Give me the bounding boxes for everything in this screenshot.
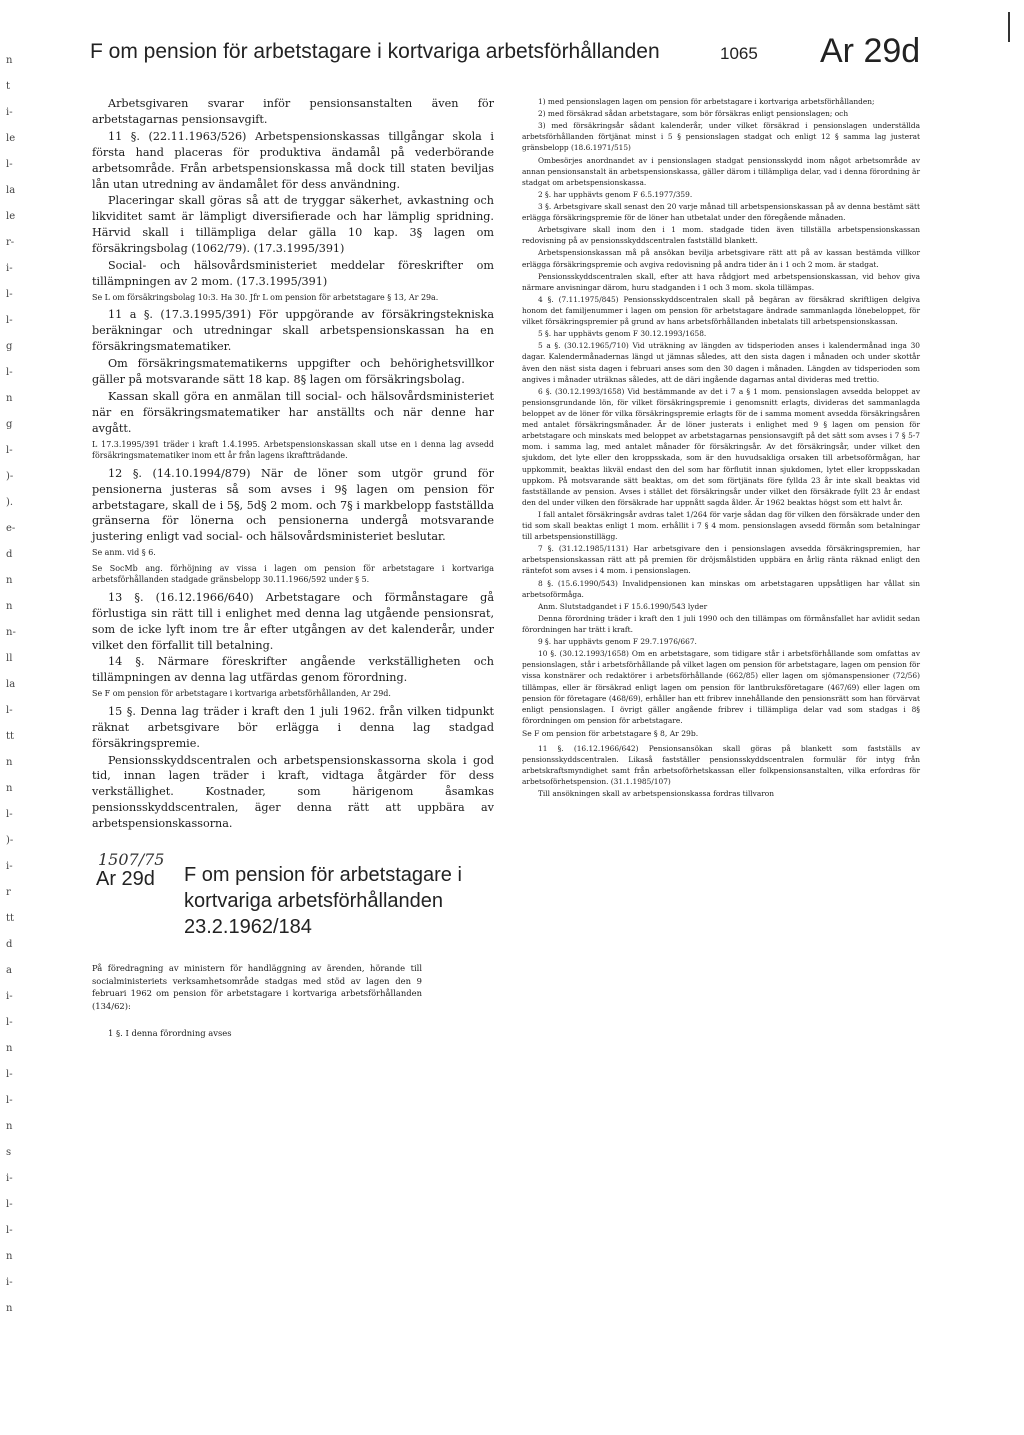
ordinance-title: F om pension för arbetstagare i kortvariga arbetsförhållanden 23.2.1962/184: [184, 864, 462, 938]
gutter-fragment: i-: [6, 861, 13, 872]
gutter-fragment: l-: [6, 367, 13, 378]
gutter-fragment: n: [6, 757, 13, 768]
gutter-fragment: a: [6, 965, 12, 976]
gutter-fragment: le: [6, 133, 16, 144]
gutter-fragment: t: [6, 81, 11, 92]
page-number: 1065: [720, 44, 758, 63]
gutter-fragment: la: [6, 185, 16, 196]
section-paragraph: 15 §. Denna lag träder i kraft den 1 juli 1962. från vilken tidpunkt räknat arbetsgivare bör erlägga i denna lag stadgad försäkringspremie.: [92, 704, 494, 750]
section-paragraph: Ombesörjes anordnandet av i pensionslagen stadgat pensionsskydd inom något arbetsområde av annan pensionsanstalt än arbetspensionskassa, gäller därom i tillämpliga delar, vad i denna förordning är stadgat om arbetspensionskassa.: [522, 155, 920, 187]
gutter-fragment: n: [6, 55, 13, 66]
gutter-fragment: i-: [6, 1277, 13, 1288]
section-paragraph: 5 §. har upphävts genom F 30.12.1993/1658.: [538, 329, 707, 339]
gutter-fragment: tt: [6, 913, 15, 924]
gutter-fragment: l-: [6, 1199, 13, 1210]
gutter-fragment: d: [6, 939, 13, 950]
gutter-fragment: la: [6, 679, 16, 690]
gutter-fragment: n: [6, 1121, 13, 1132]
gutter-fragment: g: [6, 419, 13, 430]
note-paragraph: Se F om pension för arbetstagare i kortvariga arbetsförhållanden, Ar 29d.: [92, 689, 391, 699]
section-paragraph: 2 §. har upphävts genom F 6.5.1977/359.: [538, 189, 693, 199]
gutter-fragment: d: [6, 549, 13, 560]
gutter-fragment: )-: [6, 835, 14, 846]
gutter-fragment: l-: [6, 1017, 13, 1028]
section-paragraph: Anm. Slutstadgandet i F 15.6.1990/543 lyder: [538, 601, 708, 611]
gutter-fragment: i-: [6, 1173, 13, 1184]
section-paragraph: 11 a §. (17.3.1995/391) För uppgörande av försäkringstekniska beräkningar och utredningar skall arbetspensionskassan ha en försäkringsmatematiker.: [92, 308, 494, 354]
left-gutter-fragments: [0, 55, 20, 1375]
note-paragraph: Se anm. vid § 6.: [92, 548, 156, 558]
gutter-fragment: n: [6, 1303, 13, 1314]
section-paragraph: 12 §. (14.10.1994/879) När de löner som utgör grund för pensionerna justeras så som avses i 9§ lagen om pension för arbetstagare, skall de i 5§, 5d§ 2 mom. och 7§ i markbelopp fastställda gränserna för lönerna och pensionerna undergå motsvarande justering enligt vad social- och hälsovårdsministeriet beslutar.: [92, 466, 494, 544]
ordinance-heading-block: [92, 850, 502, 1038]
note-paragraph: Se F om pension för arbetstagare § 8, Ar 29b.: [522, 729, 699, 739]
ordinance-preamble: På föredragning av ministern för handläggning av ärenden, hörande till socialministeriets verksamhetsområde stadgas med stöd av lagen den 9 februari 1962 om pension för arbetstagare i kortvariga arbetsförhållanden (134/62):: [92, 963, 422, 1011]
gutter-fragment: n: [6, 601, 13, 612]
section-paragraph: Arbetspensionskassan må på ansökan bevilja arbetsgivare rätt att på av kassan bestämda villkor erlägga försäkringspremie och avgiva redovisning på andra tider än i 1 och 2 mom. är stadgat.: [522, 248, 920, 269]
note-paragraph: Se SocMb ang. förhöjning av vissa i lagen om pension för arbetstagare i kortvariga arbetsförhållanden stadgade gränsbelopp 30.11.1966/592 under § 5.: [92, 563, 494, 585]
gutter-fragment: ).: [6, 497, 14, 508]
page-header: [90, 32, 980, 78]
section-paragraph: 2) med försäkrad sådan arbetstagare, som bör försäkras enligt pensionslagen; och: [538, 109, 849, 119]
section-paragraph: 7 §. (31.12.1985/1131) Har arbetsgivare den i pensionslagen avsedda försäkringspremien, har arbetspensionskassan rätt att på premien för dröjsmålstiden uppbära en årlig ränta räknad enligt den räntefot som avses i 4 mom. i pensionslagen.: [522, 544, 920, 576]
section-paragraph: 10 §. (30.12.1993/1658) Om en arbetstagare, som tidigare står i arbetsförhållande som omfattas av pensionslagen, står i arbetsförhållande på vilket lagen om pension för arbetstagare, lagen om pension för vissa konstnärer och redaktörer i arbetsförhållande (662/85) eller lagen om sjömanspensioner (72/56) tillämpas, eller är försäkrad enligt lagen om pension för lantbruksföretagare (467/69) eller lagen om pension för företagare (468/69), erhåller han ett fribrev innehållande den pensionsrätt som han förvärvat enligt pensionslagen. I övrigt gäller angående fribrev i tillämpliga delar vad som stadgas i 8§ förordningen om pension för arbetstagare.: [522, 649, 920, 725]
gutter-fragment: l-: [6, 159, 13, 170]
ordinance-code: Ar 29d: [96, 868, 155, 890]
section-paragraph: Om försäkringsmatematikerns uppgifter och behörighetsvillkor gäller på motsvarande sätt 18 kap. 8§ lagen om försäkringsbolag.: [92, 357, 494, 387]
section-paragraph: I fall antalet försäkringsår avdras talet 1/264 för varje sådan dag för vilken den försäkrade under den tid som skall beaktas enligt 1 mom. erhållit i 7 § 4 mom. pensionslagen avsedd förmån som betalningar till arbetspensionstillägg.: [522, 509, 920, 542]
gutter-fragment: r: [6, 887, 11, 898]
section-paragraph: 4 §. (7.11.1975/845) Pensionsskyddscentralen skall på begäran av försäkrad skriftligen delgiva honom det familjenummer i lagen om pension för arbetstagare ändrade sammanlagda lönebeloppet, för vilket försäkringspremier på grund av hans arbetsförhållanden inbetalats till arbetspensionskassan.: [522, 294, 920, 327]
gutter-fragment: l-: [6, 1069, 13, 1080]
section-paragraph: 6 §. (30.12.1993/1658) Vid bestämmande av det i 7 a § 1 mom. pensionslagen avsedda beloppet av pensionsgrundande lön, för vilket försäkringspremie i genomsnitt erlagts, divideras det sammanlagda beloppet av de löner för vilka försäkringspremie erlagts för de i samma moment avsedda försäkringsåren med antalet försäkringsmånader. Är de löner justerats i enlighet med 9 § lagen om pension för arbetstagare och minskats med beloppet av arbetstagarnas pensionsavgift på det sätt som avses i 7 § 5-7 mom. i samma lag, med antalet månader för försäkringsår. Av det försäkringsår, under vilket den sjukdom, det lyte eller den kroppsskada, som är den huvudsakliga orsaken till arbetsoförmågan, har uppkommit, beaktas likväl endast den del som har förflutit innan sjukdomen, lytet eller kroppsskadan uppkom. På motsvarande sätt beaktas, om det som förtjänats före fyllda 23 år inte skall beaktas vid fastställande av pension. Avses i stället det försäkringsår under vilket den försäkrade fyllt 23 år endast den del under vilken den försäkrade har uppnått sagda ålder. Är 1962 beaktas högst som ett halvt år.: [522, 386, 920, 507]
section-paragraph: Pensionsskyddscentralen och arbetspensionskassorna skola i god tid, innan lagen träder i kraft, vidtaga åtgärder för dess verkställighet. Kostnader, som härigenom åsamkas pensionsskyddscentralen, äger denna rätt att uppbära av arbetspensionskassorna.: [92, 753, 494, 831]
gutter-fragment: l-: [6, 1225, 13, 1236]
statute-code: Ar 29d: [820, 32, 921, 70]
section-paragraph: Denna förordning träder i kraft den 1 juli 1990 och den tillämpas om förmånsfallet har avlidit sedan förordningen har trätt i kraft.: [522, 613, 920, 635]
section-paragraph: 9 §. har upphävts genom F 29.7.1976/667.: [538, 637, 697, 647]
section-paragraph: 3) med försäkringsår sådant kalenderår, under vilket försäkrad i pensionslagen underställda arbetsförhållanden förtjänat minst i 5 § pensionslagen stadgat och enligt 12 § samma lag justerat gränsbelopp (18.6.1971/515): [522, 121, 920, 153]
gutter-fragment: n: [6, 1251, 13, 1262]
gutter-fragment: l-: [6, 705, 13, 716]
gutter-fragment: i-: [6, 107, 13, 118]
gutter-fragment: i-: [6, 991, 13, 1002]
gutter-fragment: le: [6, 211, 16, 222]
corner-mark: [1008, 12, 1010, 42]
section-paragraph: 5 a §. (30.12.1965/710) Vid uträkning av längden av tidsperioden anses i kalendermånad inga 30 dagar. Kalendermånadernas längd ut jämnas således, att den sista dagen i månaden och under skottår även den näst sista dagen i februari anses som den 30 dagen i månaden. Längden av tidsperioden som angives i månader uträknas således, att de däri ingående dagarnas antal divideras med trettio.: [522, 341, 920, 384]
gutter-fragment: ll: [6, 653, 13, 664]
gutter-fragment: l-: [6, 315, 13, 326]
ordinance-section-1: 1 §. I denna förordning avses: [108, 1028, 232, 1038]
gutter-fragment: tt: [6, 731, 15, 742]
section-paragraph: Social- och hälsovårdsministeriet meddelar föreskrifter om tillämpningen av 2 mom. (17.3.1995/391): [92, 259, 494, 288]
gutter-fragment: n-: [6, 627, 16, 638]
section-paragraph: 14 §. Närmare föreskrifter angående verkställigheten och tillämpningen av denna lag utfärdas genom förordning.: [92, 655, 494, 685]
section-paragraph: Arbetsgivare skall inom den i 1 mom. stadgade tiden även tillställa arbetspensionskassan redovisning på av pensionsskyddscentralen fastställd blankett.: [522, 225, 920, 246]
gutter-fragment: g: [6, 341, 13, 352]
gutter-fragment: e-: [6, 523, 16, 534]
gutter-fragment: l-: [6, 809, 13, 820]
gutter-fragment: )-: [6, 471, 14, 482]
note-paragraph: L 17.3.1995/391 träder i kraft 1.4.1995. Arbetspensionskassan skall utse en i denna lag avsedd försäkringsmatematiker inom ett år från lagens ikraftträdande.: [92, 439, 494, 461]
section-paragraph: Arbetsgivaren svarar inför pensionsanstalten även för arbetstagarnas pensionsavgift.: [92, 97, 494, 126]
gutter-fragment: r-: [6, 237, 15, 248]
section-paragraph: 1) med pensionslagen lagen om pension för arbetstagare i kortvariga arbetsförhållanden;: [538, 97, 875, 106]
gutter-fragment: l-: [6, 445, 13, 456]
left-column: [92, 96, 494, 833]
section-paragraph: 13 §. (16.12.1966/640) Arbetstagare och förmånstagare gå förlustiga sin rätt till i enlighet med denna lag utgående pensionsrat, som de icke lyft inom tre år efter utgången av det kalenderår, under vilket den förfallit till betalning.: [92, 590, 494, 652]
gutter-fragment: n: [6, 575, 13, 586]
section-paragraph: Till ansökningen skall av arbetspensionskassa fordras tillvaron: [538, 789, 775, 799]
gutter-fragment: n: [6, 783, 13, 794]
gutter-fragment: l-: [6, 1095, 13, 1106]
gutter-fragment: l-: [6, 289, 13, 300]
gutter-fragment: i-: [6, 263, 13, 274]
running-title: F om pension för arbetstagare i kortvariga arbetsförhållanden: [90, 40, 660, 63]
gutter-fragment: s: [6, 1147, 12, 1158]
section-paragraph: 3 §. Arbetsgivare skall senast den 20 varje månad till arbetspensionskassan på av denna bestämt sätt erlägga försäkringspremie för de löner han utbetalat under den föregående månaden.: [522, 201, 920, 223]
section-paragraph: Placeringar skall göras så att de tryggar säkerhet, avkastning och likviditet samt är lämpligt diversifierade och har lämplig spridning. Härvid skall i tillämpliga delar gälla 10 kap. 3§ lagen om försäkringsbolag (1062/79). (17.3.1995/391): [92, 194, 494, 256]
section-paragraph: Kassan skall göra en anmälan till social- och hälsovårdsministeriet när en försäkringsmatematiker har anställts och när denne har avgått.: [92, 389, 494, 435]
right-column: [522, 96, 920, 801]
gutter-fragment: n: [6, 393, 13, 404]
note-paragraph: Se L om försäkringsbolag 10:3. Ha 30. Jfr L om pension för arbetstagare § 13, Ar 29a.: [92, 292, 439, 302]
section-paragraph: 11 §. (22.11.1963/526) Arbetspensionskassas tillgångar skola i första hand placeras för produktiva ändamål på vederbörande arbetsområde. Från arbetspensionskassa må dock till staten beviljas lån utan utredning av ändamålet för dess användning.: [92, 129, 494, 191]
handwritten-note: 1507/75: [98, 850, 165, 869]
section-paragraph: Pensionsskyddscentralen skall, efter att hava rådgjort med arbetspensionskassan, vid behov giva närmare anvisningar därom, huru stadganden i 1 och 3 mom. skola tillämpas.: [522, 271, 920, 292]
gutter-fragment: n: [6, 1043, 13, 1054]
section-paragraph: 11 §. (16.12.1966/642) Pensionsansökan skall göras på blankett som fastställs av pensionsskyddscentralen. Likaså fastställer pensionsskyddscentralen formulär för intyg från arbetskraftsmyndighet samt från arbetsoförhetskassan eller folkpensionsanstalten, vilka erfordras för arbetsoförhetspension. (31.1.1985/107): [522, 744, 920, 787]
section-paragraph: 8 §. (15.6.1990/543) Invalidpensionen kan minskas om arbetstagaren uppsåtligen har vållat sin arbetsoförmåga.: [522, 578, 920, 599]
